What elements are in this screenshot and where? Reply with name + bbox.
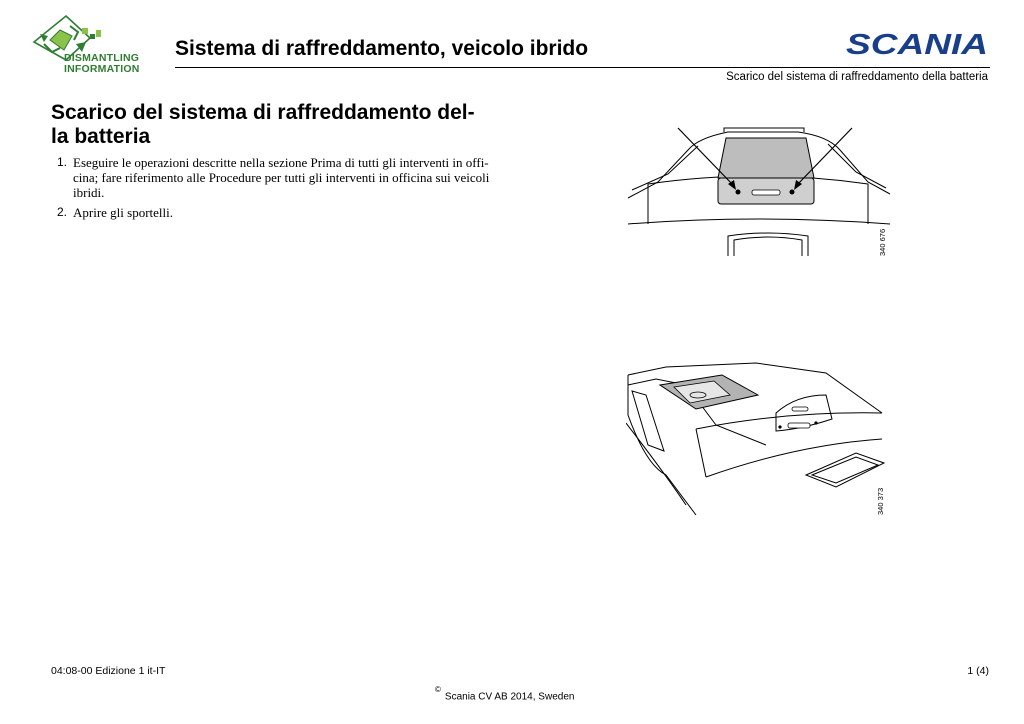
section-subtitle: Scarico del sistema di raffreddamento della batteria bbox=[726, 71, 988, 83]
scania-logo bbox=[845, 30, 990, 58]
step-text: Aprire gli sportelli. bbox=[73, 205, 174, 220]
step-item bbox=[57, 155, 505, 200]
header-divider bbox=[175, 67, 990, 68]
figure-number: 340 373 bbox=[876, 487, 885, 515]
step-text: Eseguire le operazioni descritte nella sezione Prima di tutti gli interventi in offi-cina; fare riferimento alle Procedure per tutti gli interventi in officina sui veicoli ibridi. bbox=[73, 155, 490, 200]
document-title: Sistema di raffreddamento, veicolo ibrido bbox=[175, 37, 589, 60]
cab-roof-illustration bbox=[628, 124, 890, 258]
logo-text-information: INFORMATION bbox=[64, 63, 140, 75]
step-number: 1. bbox=[57, 155, 68, 169]
page-heading bbox=[51, 101, 511, 149]
cab-roof-perspective-illustration bbox=[626, 355, 888, 517]
step-item bbox=[57, 205, 505, 220]
copyright-icon: © bbox=[435, 685, 441, 694]
figure-cab-roof-arrows bbox=[628, 124, 890, 258]
copyright-text: Scania CV AB 2014, Sweden bbox=[444, 691, 575, 703]
logo-text-dismantling: DISMANTLING bbox=[64, 52, 140, 64]
brand-wordmark: SCANIA bbox=[846, 30, 988, 58]
page-heading-line2: la batteria bbox=[51, 125, 151, 148]
step-number: 2. bbox=[57, 205, 68, 219]
copyright-notice bbox=[435, 685, 575, 703]
page-heading-line1: Scarico del sistema di raffreddamento del- bbox=[51, 101, 475, 124]
figure-number: 340 676 bbox=[878, 228, 887, 256]
footer-page-number: 1 (4) bbox=[967, 665, 989, 677]
dismantling-information-logo bbox=[30, 14, 154, 80]
procedure-steps bbox=[57, 155, 505, 225]
figure-cab-roof-perspective bbox=[626, 355, 888, 517]
footer-document-code: 04:08-00 Edizione 1 it-IT bbox=[51, 665, 166, 677]
